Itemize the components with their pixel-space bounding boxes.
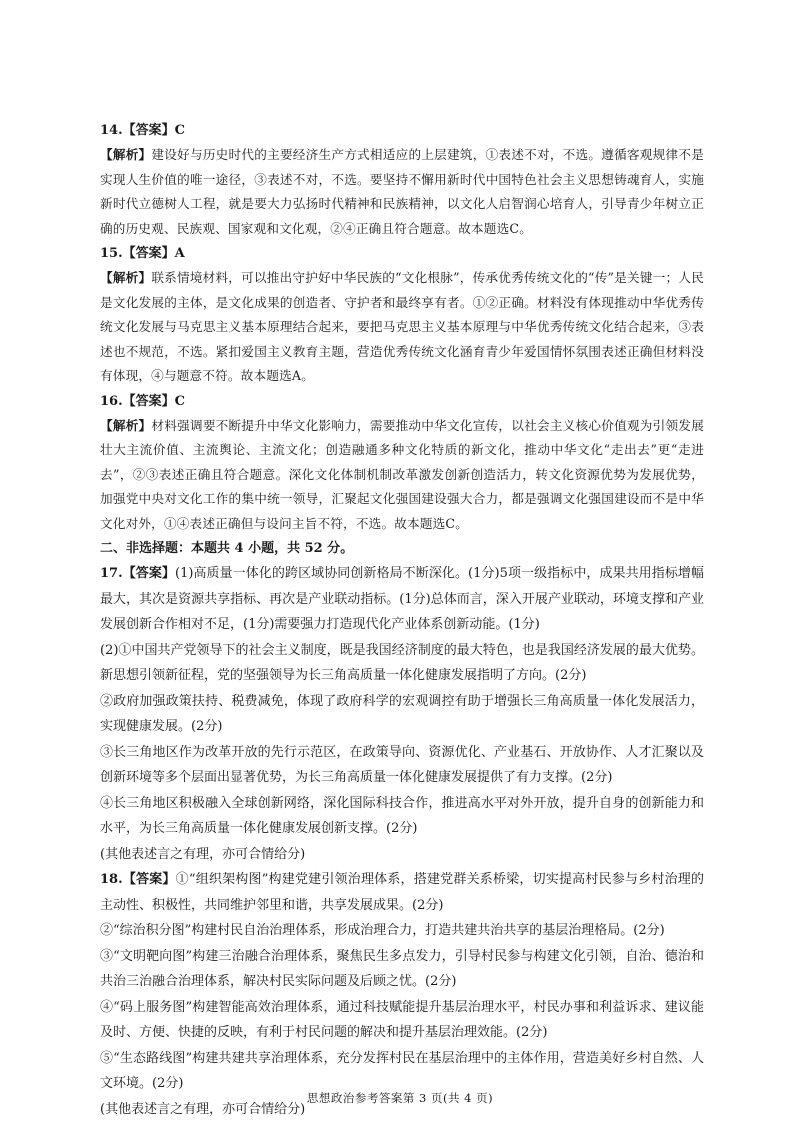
q18-note: (其他表述言之有理，亦可合情给分) — [100, 1101, 306, 1117]
section-heading-nonchoice: 二、非选择题：本题共 4 小题，共 52 分。 — [100, 541, 354, 556]
q14-analysis: 【解析】建设好与历史时代的主要经济生产方式相适应的上层建筑，①表述不对，不选。遵循客观规律不是实现人生价值的唯一途径，③表述不对，不选。要坚持不懈用新时代中国特色社会主义思想铸魂育人，实施新时代立德树人工程，就是要大力弘扬时代精神和民族精神，以文化人启智润心培育人，引导青少年树立正确的历史观、民族观、国家观和文化观，②④正确且符合题意。故本题选C。 — [100, 147, 704, 236]
q17-note: (其他表述言之有理，亦可合情给分) — [100, 846, 306, 862]
page-footer: 思想政治参考答案第 3 页(共 4 页) — [306, 1091, 494, 1105]
q18-point5: ⑤“生态路线图”构建共建共享治理体系，充分发挥村民在基层治理中的主体作用，营造美好乡村自然、人文环境。(2分) — [100, 1050, 704, 1091]
q18-point2: ②“综治积分图”构建村民自治治理体系，形成治理合力，打造共建共治共享的基层治理格局。(2分) — [100, 923, 665, 938]
q17-part2-point3: ③长三角地区作为改革开放的先行示范区，在政策导向、资源优化、产业基石、开放协作、人才汇聚以及创新环境等多个层面出显著优势，为长三角高质量一体化健康发展提供了有力支撑。(2分) — [100, 744, 704, 785]
question-18 — [100, 867, 704, 1122]
question-16 — [100, 389, 704, 537]
question-17 — [100, 561, 704, 867]
q15-analysis: 【解析】联系情境材料，可以推出守护好中华民族的“文化根脉”，传承优秀传统文化的“传”是关键一；人民是文化发展的主体，是文化成果的创造者、守护者和最终享有者。①②正确。材料没有体现推动中华优秀传统文化发展与马克思主义基本原理结合起来，要把马克思主义基本原理与中华优秀传统文化结合起来，③表述也不规范，不选。紧扣爱国主义教育主题，营造优秀传统文化涵育青少年爱国情怀氛围表述正确但材料没有体现，④与题意不符。故本题选A。 — [100, 270, 704, 383]
q15-answer-line: 15.【答案】A — [100, 246, 185, 261]
q16-analysis: 【解析】材料强调要不断提升中华文化影响力，需要推动中华文化宣传，以社会主义核心价值观为引领发展壮大主流价值、主流舆论、主流文化；创造融通多种文化特质的新文化，推动中华文化“走出去”更“走进去”，②③表述正确且符合题意。深化文化体制机制改革激发创新创造活力，转文化资源优势为发展优势，加强党中央对文化工作的集中统一领导，汇聚起文化强国建设强大合力，都是强调文化强国建设而不是中华文化对外，①④表述正确但与设问主旨不符，不选。故本题选C。 — [100, 417, 704, 531]
question-15 — [100, 241, 704, 389]
q17-part1: 17.【答案】(1)高质量一体化的跨区域协同创新格局不断深化。(1分)5项一级指标中，成果共用指标增幅最大，其次是资源共享指标、再次是产业联动指标。(1分)总体而言，深入开展产业联动，环境支撑和产业发展创新合作相对不足，(1分)需要强力打造现代化产业体系创新动能。(1分) — [100, 566, 704, 632]
q18-point4: ④“码上服务图”构建智能高效治理体系，通过科技赋能提升基层治理水平，村民办事和利益诉求、建议能及时、方便、快捷的反映，有利于村民问题的解决和提升基层治理效能。(2分) — [100, 999, 704, 1040]
q17-part2-point2: ②政府加强政策扶持、税费减免，体现了政府科学的宏观调控有助于增强长三角高质量一体化发展活力，实现健康发展。(2分) — [100, 693, 704, 734]
q17-part2-point1: (2)①中国共产党领导下的社会主义制度，既是我国经济制度的最大特色，也是我国经济发展的最大优势。新思想引领新征程，党的坚强领导为长三角高质量一体化健康发展指明了方向。(2分) — [100, 642, 704, 683]
q17-part2-point4: ④长三角地区积极融入全球创新网络，深化国际科技合作，推进高水平对外开放，提升自身的创新能力和水平，为长三角高质量一体化健康发展创新支撑。(2分) — [100, 795, 704, 836]
q14-answer-line: 14.【答案】C — [100, 123, 185, 138]
q18-point1: 18.【答案】①“组织架构图”构建党建引领治理体系，搭建党群关系桥梁，切实提高村民参与乡村治理的主动性、积极性，共同维护邻里和谐，共享发展成果。(2分) — [100, 872, 704, 913]
q16-answer-line: 16.【答案】C — [100, 393, 185, 409]
q18-point3: ③“文明靶向图”构建三治融合治理体系，聚焦民生多点发力，引导村民参与构建文化引领，自治、德治和共治三治融合治理体系，解决村民实际问题及后顾之忧。(2分) — [100, 948, 704, 989]
question-14 — [100, 118, 704, 241]
